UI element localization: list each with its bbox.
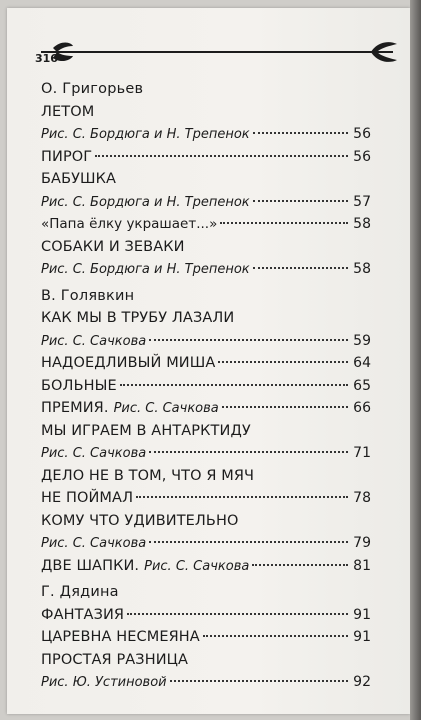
page-reference: 64 xyxy=(353,355,371,371)
entry-title: ПРЕМИЯ. xyxy=(41,400,109,416)
illustrator-credit: Рис. Ю. Устиновой xyxy=(41,675,167,690)
toc-entry xyxy=(41,442,371,465)
toc-entry xyxy=(41,213,371,236)
page-reference: 92 xyxy=(353,674,371,690)
dot-leader xyxy=(220,222,348,224)
author-name: В. Голявкин xyxy=(41,287,135,304)
dot-leader xyxy=(218,361,348,363)
illustrator-credit: Рис. С. Бордюга и Н. Трепенок xyxy=(41,194,250,210)
page-reference: 66 xyxy=(353,400,371,416)
toc-entry xyxy=(41,604,371,627)
dot-leader xyxy=(253,267,348,269)
toc-entry xyxy=(41,397,371,420)
page-number: 316 xyxy=(35,52,58,65)
dot-leader xyxy=(120,384,348,386)
page-reference: 57 xyxy=(353,193,371,210)
toc-entry xyxy=(41,307,371,330)
illustrator-credit: Рис. С. Сачкова xyxy=(41,333,147,349)
dot-leader xyxy=(252,564,348,566)
dot-leader xyxy=(222,406,348,408)
entry-title: ДЕЛО НЕ В ТОМ, ЧТО Я МЯЧ xyxy=(41,467,255,484)
entry-title: ПИРОГ xyxy=(41,148,93,165)
entry-title: КОМУ ЧТО УДИВИТЕЛЬНО xyxy=(41,512,239,529)
table-of-contents xyxy=(41,78,371,694)
toc-entry xyxy=(41,626,371,649)
illustrator-credit: Рис. С. Сачкова xyxy=(113,401,219,416)
toc-author xyxy=(41,78,371,101)
illustrator-credit: Рис. С. Бордюга и Н. Трепенок xyxy=(41,262,250,277)
dot-leader xyxy=(136,496,348,498)
illustrator-credit: Рис. С. Сачкова xyxy=(144,558,250,574)
illustrator-credit: Рис. С. Сачкова xyxy=(41,446,147,461)
dot-leader xyxy=(95,155,348,157)
toc-entry xyxy=(41,649,371,672)
entry-title: ФАНТАЗИЯ xyxy=(41,606,125,623)
entry-title: КАК МЫ В ТРУБУ ЛАЗАЛИ xyxy=(41,310,235,326)
entry-title: ЛЕТОМ xyxy=(41,103,95,120)
page-reference: 81 xyxy=(353,557,371,574)
author-name: Г. Дядина xyxy=(41,584,119,600)
entry-title: НЕ ПОЙМАЛ xyxy=(41,490,134,506)
book-page xyxy=(7,8,410,714)
dot-leader xyxy=(170,680,348,682)
page-reference: 65 xyxy=(353,377,371,394)
toc-entry xyxy=(41,191,371,214)
toc-author xyxy=(41,285,371,308)
dot-leader xyxy=(149,541,348,543)
dot-leader xyxy=(203,635,348,637)
toc-author xyxy=(41,581,371,604)
toc-entry xyxy=(41,465,371,488)
toc-entry xyxy=(41,510,371,533)
toc-entry xyxy=(41,330,371,353)
page-header xyxy=(31,38,401,68)
page-reference: 56 xyxy=(353,126,371,142)
entry-title: ЦАРЕВНА НЕСМЕЯНА xyxy=(41,629,200,645)
toc-entry xyxy=(41,236,371,259)
illustrator-credit: Рис. С. Сачкова xyxy=(41,536,147,551)
book-spine-edge xyxy=(410,0,421,720)
page-reference: 58 xyxy=(353,261,371,277)
dot-leader xyxy=(253,200,348,202)
dot-leader xyxy=(253,132,348,134)
toc-entry xyxy=(41,487,371,510)
page-reference: 59 xyxy=(353,332,371,349)
toc-entry xyxy=(41,146,371,169)
entry-title: БАБУШКА xyxy=(41,171,117,187)
toc-entry xyxy=(41,420,371,443)
dot-leader xyxy=(127,613,348,615)
page-reference: 91 xyxy=(353,606,371,623)
toc-entry xyxy=(41,555,371,578)
entry-title: МЫ ИГРАЕМ В АНТАРКТИДУ xyxy=(41,422,251,439)
page-reference: 78 xyxy=(353,490,371,506)
entry-title: ДВЕ ШАПКИ. xyxy=(41,557,140,574)
page-reference: 79 xyxy=(353,535,371,551)
toc-entry xyxy=(41,258,371,281)
entry-title: ПРОСТАЯ РАЗНИЦА xyxy=(41,651,189,668)
illustrator-credit: Рис. С. Бордюга и Н. Трепенок xyxy=(41,127,250,142)
dot-leader xyxy=(149,451,348,453)
dot-leader xyxy=(149,339,348,341)
toc-entry xyxy=(41,352,371,375)
entry-title: НАДОЕДЛИВЫЙ МИША xyxy=(41,355,216,371)
ornament-rule-icon xyxy=(31,38,401,68)
entry-title: «Папа ёлку украшает...» xyxy=(41,216,218,232)
page-reference: 91 xyxy=(353,629,371,645)
toc-entry xyxy=(41,532,371,555)
entry-title: БОЛЬНЫЕ xyxy=(41,377,117,394)
toc-entry xyxy=(41,123,371,146)
toc-entry xyxy=(41,375,371,398)
page-reference: 56 xyxy=(353,148,371,165)
toc-entry xyxy=(41,101,371,124)
toc-entry xyxy=(41,671,371,694)
toc-entry xyxy=(41,168,371,191)
entry-title: СОБАКИ И ЗЕВАКИ xyxy=(41,238,185,255)
page-reference: 71 xyxy=(353,445,371,461)
author-name: О. Григорьев xyxy=(41,81,144,97)
page-reference: 58 xyxy=(353,216,371,232)
